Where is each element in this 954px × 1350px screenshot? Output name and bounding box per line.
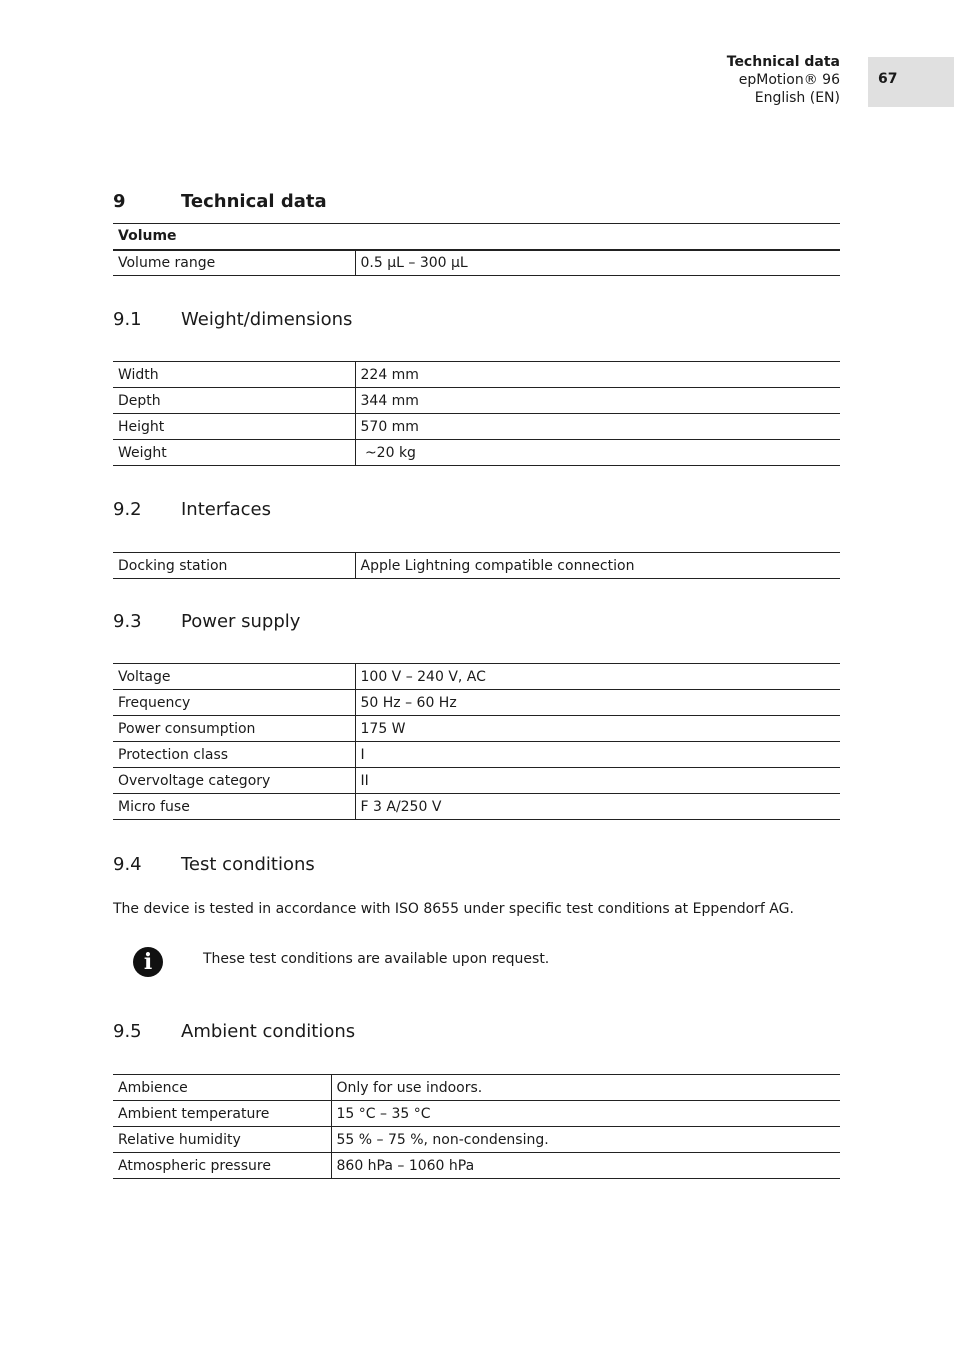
- section-number: 9.2: [113, 499, 142, 520]
- row-value: 344 mm: [355, 388, 840, 414]
- row-value: 50 Hz – 60 Hz: [355, 690, 840, 716]
- row-value: F 3 A/250 V: [355, 794, 840, 820]
- section-title: Ambient conditions: [181, 1021, 356, 1042]
- ambient-conditions-table: [113, 1074, 840, 1179]
- section-heading-interfaces: [113, 499, 271, 521]
- info-icon: i: [133, 947, 163, 977]
- table-row: [113, 1153, 840, 1179]
- table-row: [113, 362, 840, 388]
- table-row: [113, 414, 840, 440]
- table-row: [113, 250, 840, 276]
- header-title: Technical data: [726, 54, 840, 70]
- header-product: epMotion® 96: [738, 72, 840, 88]
- section-title: Weight/dimensions: [181, 309, 353, 330]
- row-value: 0.5 µL – 300 µL: [355, 250, 840, 276]
- row-label: Micro fuse: [113, 794, 355, 820]
- row-label: Relative humidity: [113, 1127, 331, 1153]
- table-row: [113, 1075, 840, 1101]
- row-label: Volume range: [113, 250, 355, 276]
- table-row: [113, 1101, 840, 1127]
- table-row: [113, 690, 840, 716]
- row-value: 55 % – 75 %, non-condensing.: [331, 1127, 840, 1153]
- section-heading-technical-data: [113, 191, 327, 213]
- table-row: [113, 440, 840, 466]
- table-row: [113, 664, 840, 690]
- row-value: 100 V – 240 V, AC: [355, 664, 840, 690]
- row-label: Overvoltage category: [113, 768, 355, 794]
- row-value: 224 mm: [355, 362, 840, 388]
- row-label: Weight: [113, 440, 355, 466]
- row-label: Docking station: [113, 553, 355, 579]
- row-value: Apple Lightning compatible connection: [355, 553, 840, 579]
- table-row: [113, 768, 840, 794]
- test-conditions-paragraph: The device is tested in accordance with ISO 8655 under specific test conditions at Eppendorf AG.: [113, 901, 794, 917]
- section-title: Test conditions: [181, 854, 315, 875]
- table-row: [113, 553, 840, 579]
- row-value: 860 hPa – 1060 hPa: [331, 1153, 840, 1179]
- table-row: [113, 794, 840, 820]
- table-header: Volume: [113, 224, 840, 250]
- section-number: 9.1: [113, 309, 142, 330]
- row-value: 570 mm: [355, 414, 840, 440]
- row-value: I: [355, 742, 840, 768]
- section-title: Technical data: [181, 191, 327, 212]
- table-row: [113, 742, 840, 768]
- volume-table: [113, 223, 840, 276]
- row-value: II: [355, 768, 840, 794]
- row-label: Ambient temperature: [113, 1101, 331, 1127]
- row-label: Atmospheric pressure: [113, 1153, 331, 1179]
- row-label: Depth: [113, 388, 355, 414]
- row-label: Height: [113, 414, 355, 440]
- power-supply-table: [113, 663, 840, 820]
- section-heading-test-conditions: [113, 854, 315, 876]
- section-number: 9.4: [113, 854, 142, 875]
- note-text: These test conditions are available upon request.: [203, 951, 550, 967]
- row-label: Voltage: [113, 664, 355, 690]
- section-number: 9: [113, 191, 126, 212]
- header-language: English (EN): [754, 90, 840, 106]
- info-note: [113, 940, 840, 980]
- row-value: 15 °C – 35 °C: [331, 1101, 840, 1127]
- section-title: Power supply: [181, 611, 301, 632]
- table-row: [113, 388, 840, 414]
- row-label: Width: [113, 362, 355, 388]
- page-number: 67: [868, 57, 954, 107]
- row-label: Frequency: [113, 690, 355, 716]
- section-heading-weight-dimensions: [113, 309, 352, 331]
- weight-dimensions-table: [113, 361, 840, 466]
- section-number: 9.5: [113, 1021, 142, 1042]
- row-label: Ambience: [113, 1075, 331, 1101]
- section-number: 9.3: [113, 611, 142, 632]
- row-label: Protection class: [113, 742, 355, 768]
- running-header: [727, 53, 840, 107]
- section-heading-ambient-conditions: [113, 1021, 355, 1043]
- interfaces-table: [113, 552, 840, 579]
- section-title: Interfaces: [181, 499, 271, 520]
- table-row: [113, 1127, 840, 1153]
- table-row: [113, 716, 840, 742]
- section-heading-power-supply: [113, 611, 300, 633]
- row-value: Only for use indoors.: [331, 1075, 840, 1101]
- row-label: Power consumption: [113, 716, 355, 742]
- row-value: 175 W: [355, 716, 840, 742]
- row-value: ~20 kg: [355, 440, 840, 466]
